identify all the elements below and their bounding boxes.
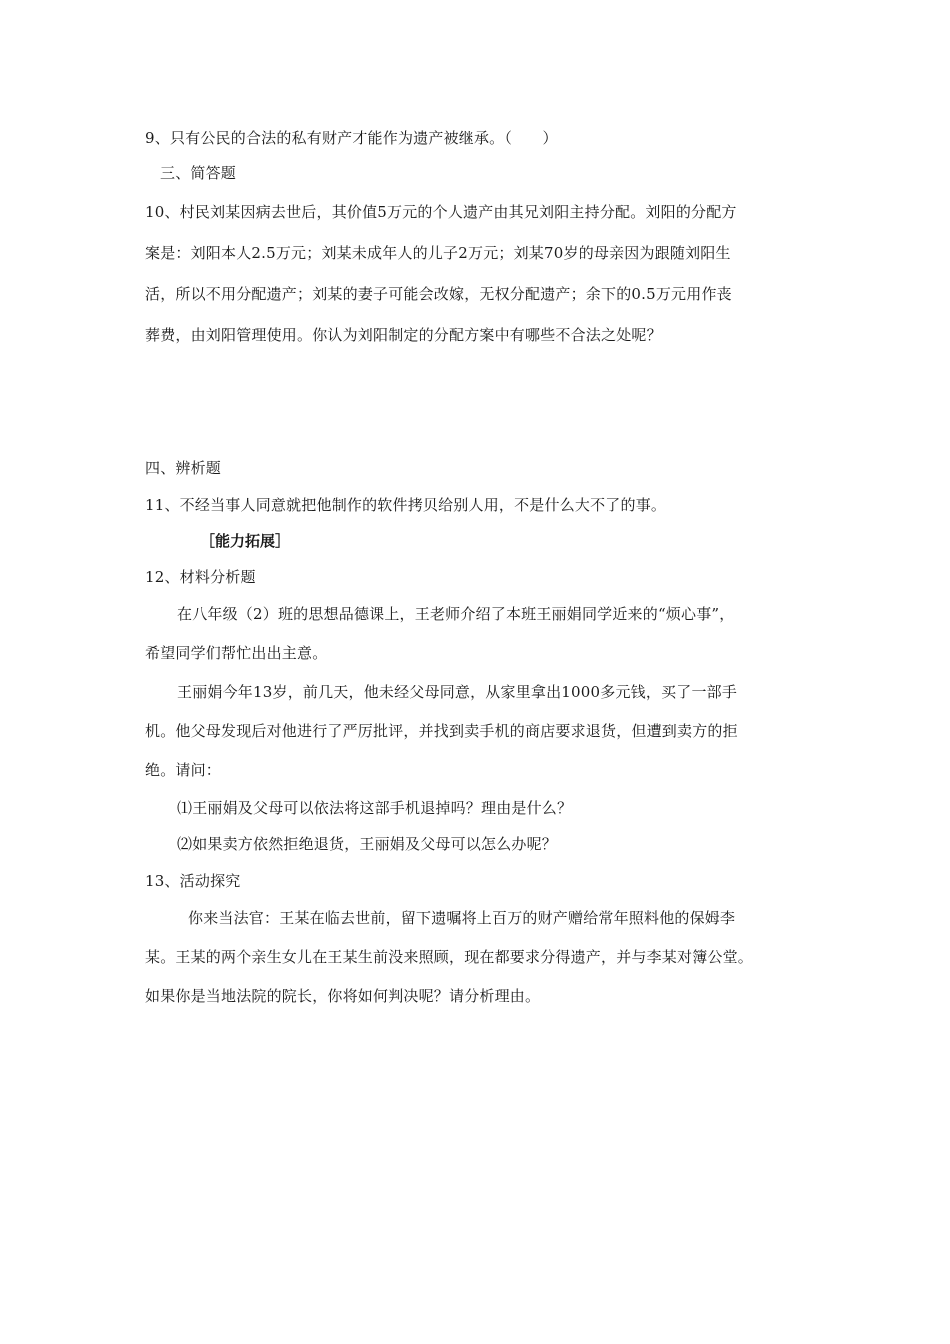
question-12-paragraph-1-line-2: 希望同学们帮忙出出主意。 — [145, 644, 328, 662]
question-11: 11、不经当事人同意就把他制作的软件拷贝给别人用，不是什么大不了的事。 — [145, 496, 667, 514]
question-12-paragraph-2-line-1: 王丽娟今年13岁，前几天，他未经父母同意，从家里拿出1000多元钱，买了一部手 — [177, 683, 738, 701]
question-9: 9、只有公民的合法的私有财产才能作为遗产被继承。（ ） — [145, 129, 558, 147]
question-10-line-3: 活，所以不用分配遗产；刘某的妻子可能会改嫁，无权分配遗产；余下的0.5万元用作丧 — [145, 285, 732, 303]
question-12-sub-question-2: ⑵如果卖方依然拒绝退货，王丽娟及父母可以怎么办呢？ — [177, 835, 558, 853]
question-10-line-4: 葬费，由刘阳管理使用。你认为刘阳制定的分配方案中有哪些不合法之处呢？ — [145, 326, 662, 344]
question-12-paragraph-1-line-1: 在八年级（2）班的思想品德课上，王老师介绍了本班王丽娟同学近来的“烦心事”， — [177, 605, 735, 623]
question-12-sub-question-1: ⑴王丽娟及父母可以依法将这部手机退掉吗？理由是什么？ — [177, 799, 573, 817]
question-12-paragraph-2-line-2: 机。他父母发现后对他进行了严厉批评，并找到卖手机的商店要求退货，但遭到卖方的拒 — [145, 722, 738, 740]
question-13-line-3: 如果你是当地法院的院长，你将如何判决呢？请分析理由。 — [145, 987, 541, 1005]
section-3-heading: 三、简答题 — [160, 164, 237, 182]
question-10-line-1: 10、村民刘某因病去世后，其价值5万元的个人遗产由其兄刘阳主持分配。刘阳的分配方 — [145, 203, 737, 221]
ability-extension-heading: ［能力拓展］ — [200, 532, 291, 550]
question-13-line-2: 某。王某的两个亲生女儿在王某生前没来照顾，现在都要求分得遗产，并与李某对簿公堂。 — [145, 948, 754, 966]
question-12-paragraph-2-line-3: 绝。请问： — [145, 761, 222, 779]
section-4-heading: 四、辨析题 — [145, 459, 222, 477]
question-13-line-1: 你来当法官：王某在临去世前，留下遗嘱将上百万的财产赠给常年照料他的保姆李 — [188, 909, 736, 927]
question-10-line-2: 案是：刘阳本人2.5万元；刘某未成年人的儿子2万元；刘某70岁的母亲因为跟随刘阳生 — [145, 244, 731, 262]
question-12-title: 12、材料分析题 — [145, 568, 256, 586]
question-13-title: 13、活动探究 — [145, 872, 241, 890]
